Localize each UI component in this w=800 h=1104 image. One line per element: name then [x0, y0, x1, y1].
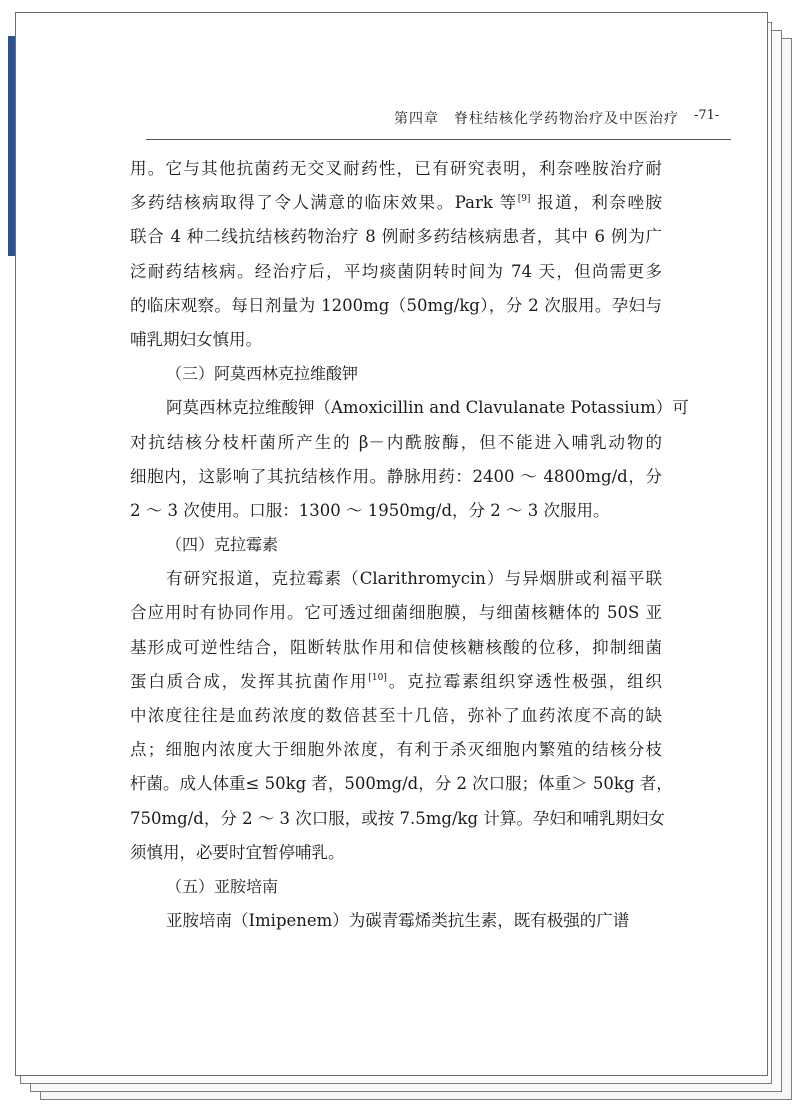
text-line: 阿莫西林克拉维酸钾（Amoxicillin and Clavulanate Potassium）可 — [166, 398, 689, 418]
section-heading: （四）克拉霉素 — [166, 535, 279, 555]
text-line: 的临床观察。每日剂量为 1200mg（50mg/kg），分 2 次服用。孕妇与 — [130, 295, 662, 315]
text-line: 合应用时有协同作用。它可透过细菌细胞膜，与细菌核糖体的 50S 亚 — [130, 603, 662, 623]
text-line: 对抗结核分枝杆菌所产生的 β－内酰胺酶，但不能进入哺乳动物的 — [130, 432, 662, 452]
text-line: 有研究报道，克拉霉素（Clarithromycin）与异烟肼或利福平联 — [166, 569, 662, 589]
section-heading: （三）阿莫西林克拉维酸钾 — [166, 364, 359, 384]
text-line: 杆菌。成人体重≤ 50kg 者，500mg/d，分 2 次口服；体重＞ 50kg 者， — [130, 774, 673, 794]
text-line: 哺乳期妇女慎用。 — [130, 329, 262, 349]
text-line: 泛耐药结核病。经治疗后，平均痰菌阴转时间为 74 天，但尚需更多 — [130, 261, 662, 281]
text-line: 中浓度往往是血药浓度的数倍甚至十几倍，弥补了血药浓度不高的缺 — [130, 706, 662, 725]
text-line: 细胞内，这影响了其抗结核作用。静脉用药：2400 ～ 4800mg/d，分 — [130, 466, 662, 486]
citation-ref: [9] — [517, 194, 531, 205]
text-line: 2 ～ 3 次使用。口服：1300 ～ 1950mg/d，分 2 ～ 3 次服用。 — [130, 500, 610, 520]
section-heading: （五）亚胺培南 — [166, 876, 279, 896]
text-line: 点；细胞内浓度大于细胞外浓度，有利于杀灭细胞内繁殖的结核分枝 — [130, 740, 662, 760]
text-line: 须慎用，必要时宜暂停哺乳。 — [130, 842, 345, 862]
body-text — [130, 152, 689, 938]
text-line: 亚胺培南（Imipenem）为碳青霉烯类抗生素，既有极强的广谱 — [166, 911, 630, 931]
text-line: 750mg/d，分 2 ～ 3 次口服，或按 7.5mg/kg 计算。孕妇和哺乳期妇女 — [130, 808, 665, 828]
header-rule — [146, 139, 731, 140]
running-header — [16, 108, 769, 130]
text-line: 联合 4 种二线抗结核药物治疗 8 例耐多药结核病患者，其中 6 例为广 — [130, 227, 662, 247]
text-line: 多药结核病取得了令人满意的临床效果。Park 等[9] 报道，利奈唑胺 — [130, 193, 662, 213]
page-number: -71- — [694, 108, 720, 123]
text-line: 用。它与其他抗菌药无交叉耐药性，已有研究表明，利奈唑胺治疗耐 — [130, 159, 662, 178]
chapter-title: 第四章 脊柱结核化学药物治疗及中医治疗 — [394, 111, 679, 127]
citation-ref: [10] — [368, 672, 387, 683]
text-line: 基形成可逆性结合，阻断转肽作用和信使核糖核酸的位移，抑制细菌 — [130, 637, 662, 657]
text-line: 蛋白质合成，发挥其抗菌作用[10]。克拉霉素组织穿透性极强，组织 — [130, 671, 663, 691]
